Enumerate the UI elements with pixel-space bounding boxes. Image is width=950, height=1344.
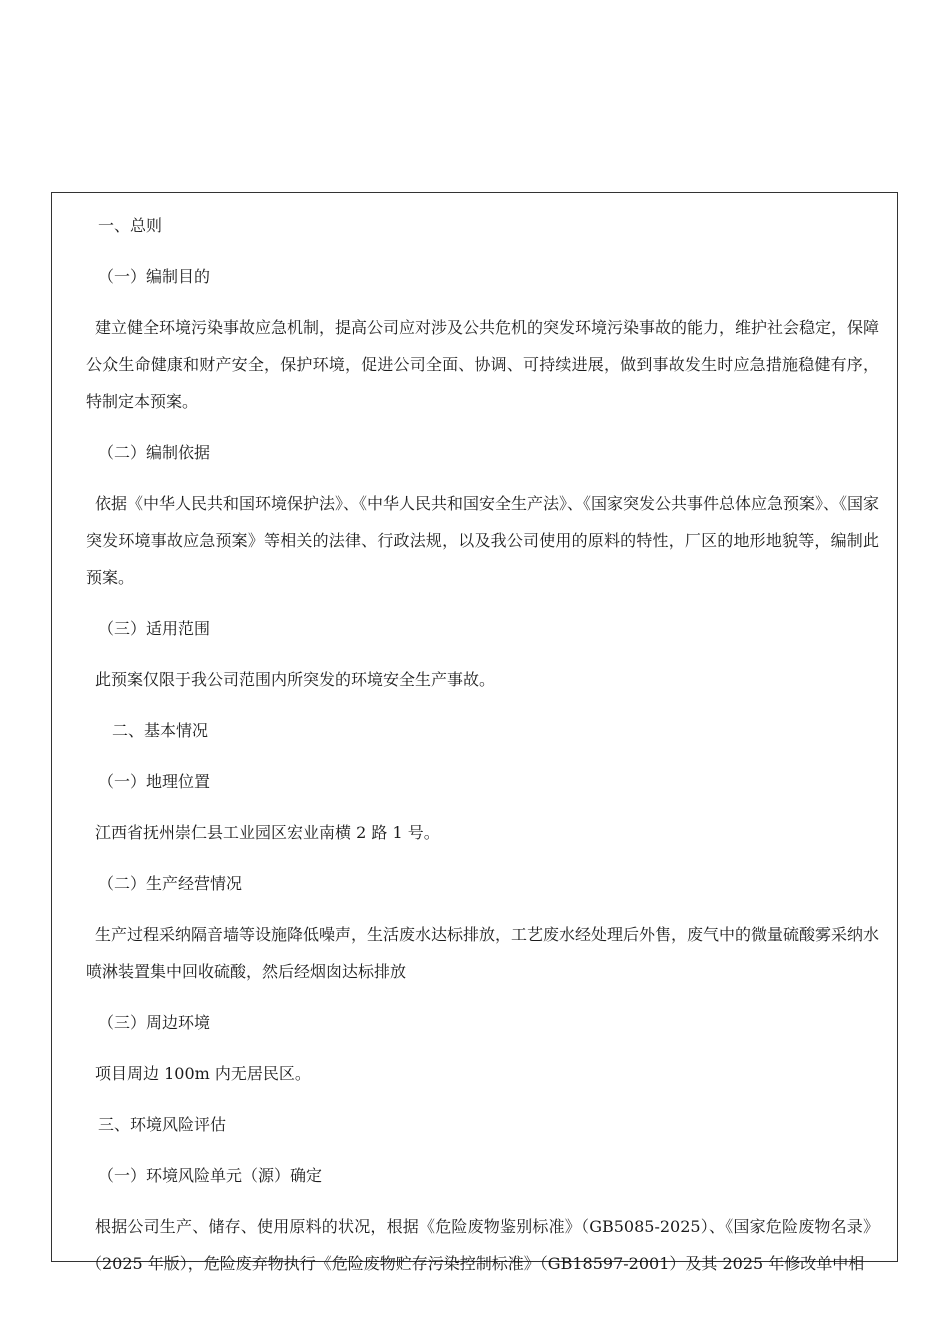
section-heading-risk-assessment: 三、环境风险评估 [98,1115,227,1134]
section-heading-basic-info: 二、基本情况 [112,721,209,740]
paragraph-purpose: 建立健全环境污染事故应急机制，提高公司应对涉及公共危机的突发环境污染事故的能力，维护社会稳定，保障公众生命健康和财产安全，保护环境，促进公司全面、协调、可持续进展，做到事故发生时应急措施稳健有序，特制定本预案。 [86,318,880,411]
subsection-heading-scope: （三）适用范围 [98,619,211,638]
paragraph-surroundings: 项目周边 100m 内无居民区。 [95,1064,311,1083]
subsection-heading-surroundings: （三）周边环境 [98,1013,211,1032]
subsection-heading-risk-units: （一）环境风险单元（源）确定 [98,1166,323,1185]
subsection-heading-operations: （二）生产经营情况 [98,874,243,893]
subsection-heading-purpose: （一）编制目的 [98,267,211,286]
subsection-heading-basis: （二）编制依据 [98,443,211,462]
section-heading-general: 一、总则 [98,216,163,235]
paragraph-scope: 此预案仅限于我公司范围内所突发的环境安全生产事故。 [95,670,496,689]
paragraph-risk-units: 根据公司生产、储存、使用原料的状况，根据《危险废物鉴别标准》（GB5085-2025）、《国家危险废物名录》（2025 年版），危险废弃物执行《危险废物贮存污染控制标准》（GB18597-2001）及其 2025 年修改单中相 [86,1217,879,1273]
document-frame [51,192,898,1273]
document-body [86,207,879,1282]
subsection-heading-location: （一）地理位置 [98,772,211,791]
paragraph-basis: 依据《中华人民共和国环境保护法》、《中华人民共和国安全生产法》、《国家突发公共事件总体应急预案》、《国家突发环境事故应急预案》等相关的法律、行政法规，以及我公司使用的原料的特性，厂区的地形地貌等，编制此预案。 [86,494,880,587]
paragraph-operations: 生产过程采纳隔音墙等设施降低噪声，生活废水达标排放，工艺废水经处理后外售，废气中的微量硫酸雾采纳水喷淋装置集中回收硫酸，然后经烟囱达标排放 [86,925,880,981]
paragraph-location: 江西省抚州崇仁县工业园区宏业南横 2 路 1 号。 [95,823,440,842]
